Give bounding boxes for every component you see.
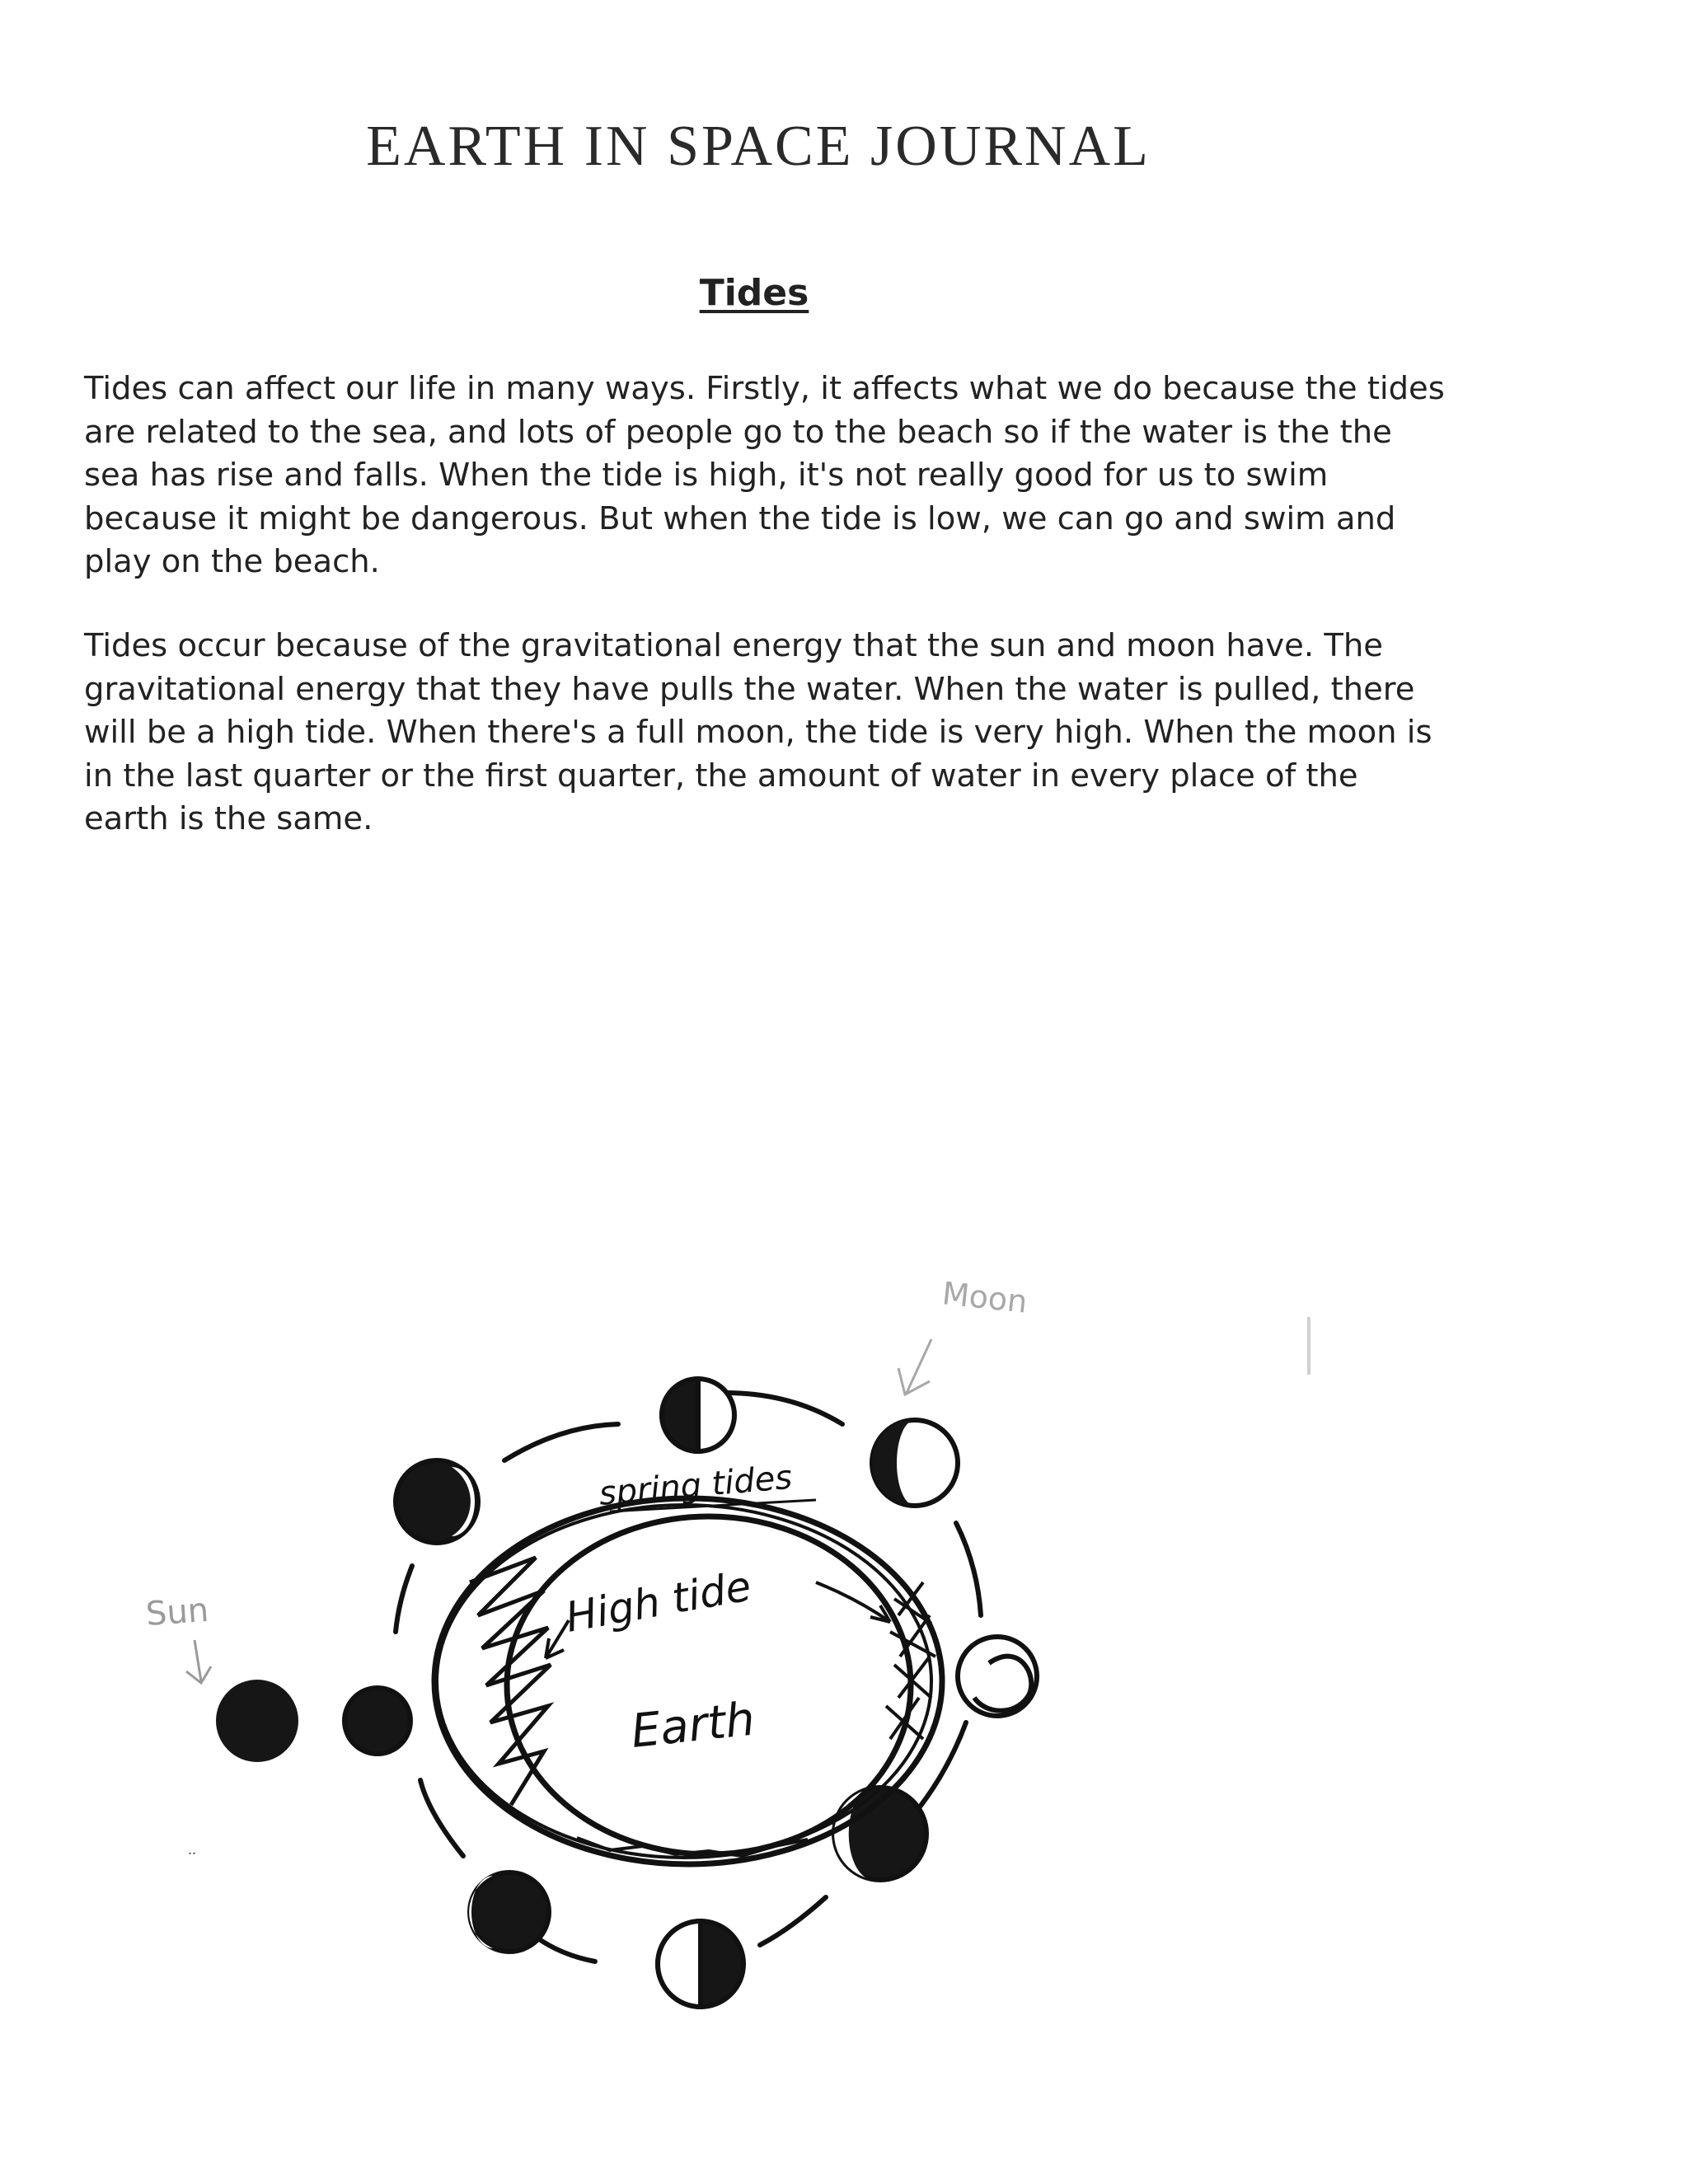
moon-crescent-lower-left [469, 1872, 549, 1952]
section-heading: Tides [699, 272, 809, 314]
moon-quarter-top [662, 1379, 734, 1451]
moon-quarter-bottom [658, 1921, 743, 2007]
sun-arrow [186, 1640, 211, 1683]
right-tide-hatching [886, 1582, 935, 1739]
sun-label: Sun [144, 1591, 210, 1633]
moon-orbit [396, 1393, 981, 1961]
moon-crescent-upper-left [396, 1460, 478, 1543]
earth-drawing [434, 1498, 942, 1864]
stray-marks: .. [188, 1840, 196, 1858]
moon-arrow [898, 1339, 931, 1394]
moon-label: Moon [940, 1275, 1029, 1320]
paragraph-tides-effects: Tides can affect our life in many ways. Firstly, it affects what we do because the tides are related to the sea, and lots of people go to the beach so if the water is the the sea has rise and falls. When the tide is high, it's not really good for us to swim because it might be dangerous. But when the tide is low, we can go and swim and play on the beach. [84, 370, 1445, 580]
spring-tides-underline [610, 1500, 816, 1511]
left-tide-hatching [470, 1558, 551, 1805]
spring-tides-label: spring tides [597, 1458, 794, 1513]
high-tide-arrows [546, 1582, 890, 1658]
earth [507, 1516, 911, 1854]
moon-gibbous-upper-right [872, 1420, 958, 1506]
moon-gibbous-lower-right [834, 1788, 926, 1880]
paragraph-tides-cause: Tides occur because of the gravitational energy that the sun and moon have. The gravitational energy that they have pulls the water. When the water is pulled, there will be a high tide. When there's a full moon, the tide is very high. When the moon is in the last quarter or the first quarter, the amount of water in every place of the earth is the same. [84, 627, 1432, 837]
moon-phases [345, 1379, 1037, 2007]
earth-label: Earth [628, 1692, 757, 1759]
tide-bulge [434, 1498, 942, 1864]
moon-new [345, 1688, 410, 1754]
bottom-tide-hatching [577, 1838, 808, 1856]
sun [216, 1680, 298, 1762]
high-tide-label: High tide [562, 1562, 755, 1642]
page-title: EARTH IN SPACE JOURNAL [366, 115, 1151, 178]
moon-full [974, 1657, 1031, 1711]
